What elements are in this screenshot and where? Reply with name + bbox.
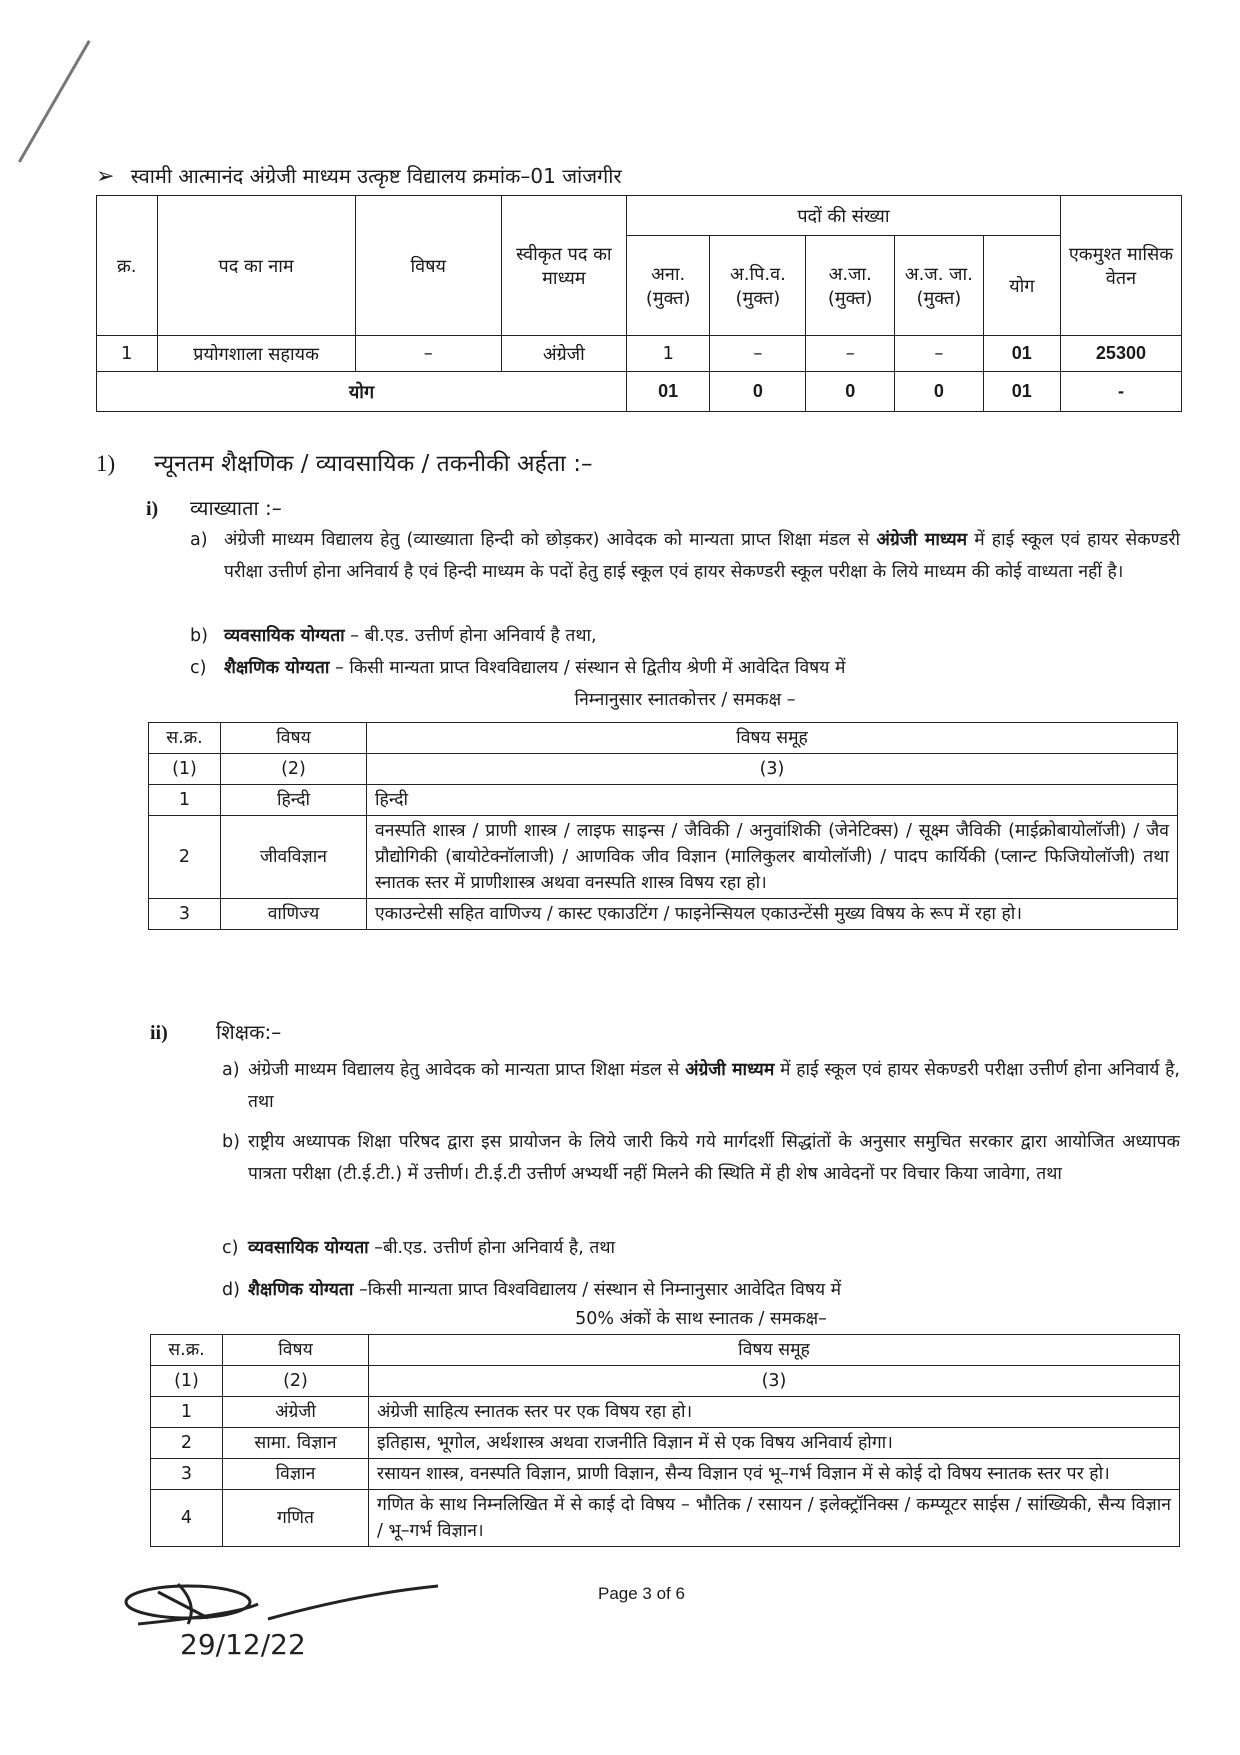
row-post-name: प्रयोगशाला सहायक <box>157 336 355 372</box>
item-centered-text: 50% अंकों के साथ स्नातक / समकक्ष– <box>575 1309 827 1329</box>
total-salary: - <box>1060 372 1181 412</box>
row-total: 01 <box>983 336 1060 372</box>
item-label: b) <box>190 626 208 646</box>
item-label: d) <box>222 1280 240 1300</box>
header-subject-group: विषय समूह <box>369 1335 1180 1366</box>
row-subject: गणित <box>223 1490 369 1547</box>
header-total: योग <box>983 236 1060 336</box>
item-label: c) <box>222 1238 239 1258</box>
item-bold-text: शैक्षणिक योग्यता <box>224 658 330 678</box>
header-post-count: पदों की संख्या <box>626 196 1060 236</box>
item-centered-text: निम्नानुसार स्नातकोत्तर / समकक्ष – <box>574 690 796 710</box>
section-title-text: न्यूनतम शैक्षणिक / व्यावसायिक / तकनीकी अर्हता :– <box>154 451 593 477</box>
header-st: अ.ज. जा. (मुक्त) <box>895 236 984 336</box>
table-row <box>149 899 1178 930</box>
item-bold-text: अंग्रेजी माध्यम <box>685 1060 775 1080</box>
item-text: – बी.एड. उत्तीर्ण होना अनिवार्य है तथा, <box>344 626 597 646</box>
row-sc: – <box>806 336 895 372</box>
col-number: (1) <box>151 1366 223 1397</box>
table-row <box>149 785 1178 816</box>
row-group: वनस्पति शास्त्र / प्राणी शास्त्र / लाइफ साइन्स / जैविकी / अनुवांशिकी (जेनेटिक्स) / सूक्ष्म जैविकी (माईक्रोबायोलॉजी) / जैव प्रौद्योगिकी (बायोटेक्नॉलाजी) / आणविक जीव विज्ञान (मालिकुलर बायोलॉजी) / पादप कार्यिकी (प्लान्ट फिजियोलॉजी) तथा स्नातक स्तर में प्राणीशास्त्र अथवा वनस्पति शास्त्र विषय रहा हो। <box>367 816 1178 899</box>
header-subject: विषय <box>223 1335 369 1366</box>
subsection-number: i) <box>146 498 159 520</box>
col-number: (2) <box>221 754 367 785</box>
header-subject: विषय <box>355 196 501 336</box>
table-row <box>151 1490 1180 1547</box>
row-subject: – <box>355 336 501 372</box>
header-sn: स.क्र. <box>151 1335 223 1366</box>
teacher-item-b <box>222 1126 1180 1190</box>
school-heading <box>96 162 622 189</box>
lecturer-item-b <box>190 620 1180 652</box>
header-salary: एकमुश्त मासिक वेतन <box>1060 196 1181 336</box>
row-group: रसायन शास्त्र, वनस्पति विज्ञान, प्राणी विज्ञान, सैन्य विज्ञान एवं भू–गर्भ विज्ञान में से कोई दो विषय स्नातक स्तर पर हो। <box>369 1459 1180 1490</box>
header-serial: क्र. <box>97 196 158 336</box>
table-row <box>151 1397 1180 1428</box>
row-group: हिन्दी <box>367 785 1178 816</box>
lecturer-subject-table <box>148 722 1178 930</box>
lecturer-item-c <box>190 652 1180 716</box>
post-vacancy-table <box>96 195 1182 412</box>
arrow-bullet-icon: ➢ <box>96 164 115 189</box>
page-number: Page 3 of 6 <box>598 1584 685 1603</box>
row-sn: 4 <box>151 1490 223 1547</box>
total-st: 0 <box>895 372 984 412</box>
total-obc: 0 <box>710 372 806 412</box>
col-number: (3) <box>367 754 1178 785</box>
table-row <box>149 816 1178 899</box>
header-obc: अ.पि.व. (मुक्त) <box>710 236 806 336</box>
header-subject: विषय <box>221 723 367 754</box>
teacher-subject-table <box>150 1334 1180 1547</box>
total-label: योग <box>97 372 627 412</box>
item-text-cont: में हाई स्कूल एवं हायर सेकण्डरी परीक्षा उत्तीर्ण होना अनिवार्य है, तथा <box>248 1060 1180 1112</box>
teacher-item-d <box>222 1274 1180 1332</box>
row-sn: 2 <box>151 1428 223 1459</box>
row-subject: अंग्रेजी <box>223 1397 369 1428</box>
lecturer-title <box>146 494 282 521</box>
teacher-title <box>150 1018 281 1045</box>
header-unreserved: अना. (मुक्त) <box>626 236 709 336</box>
row-sn: 3 <box>151 1459 223 1490</box>
row-subject: हिन्दी <box>221 785 367 816</box>
row-subject: सामा. विज्ञान <box>223 1428 369 1459</box>
row-sn: 1 <box>151 1397 223 1428</box>
row-subject: वाणिज्य <box>221 899 367 930</box>
lecturer-item-a <box>190 524 1180 588</box>
col-number: (2) <box>223 1366 369 1397</box>
item-label: a) <box>190 530 208 550</box>
header-medium: स्वीकृत पद का माध्यम <box>501 196 626 336</box>
item-text: राष्ट्रीय अध्यापक शिक्षा परिषद द्वारा इस प्रायोजन के लिये जारी किये गये मार्गदर्शी सिद्धांतों के अनुसार समुचित सरकार द्वारा आयोजित अध्यापक पात्रता परीक्षा (टी.ई.टी.) में उत्तीर्ण। टी.ई.टी उत्तीर्ण अभ्यर्थी नहीं मिलने की स्थिति में ही शेष आवेदनों पर विचार किया जावेगा, तथा <box>248 1132 1180 1184</box>
teacher-item-c <box>222 1232 1180 1264</box>
row-obc: – <box>710 336 806 372</box>
row-sn: 1 <box>149 785 221 816</box>
row-serial: 1 <box>97 336 158 372</box>
row-sn: 3 <box>149 899 221 930</box>
item-text: – किसी मान्यता प्राप्त विश्वविद्यालय / संस्थान से द्वितीय श्रेणी में आवेदित विषय में <box>329 658 846 678</box>
subsection-number: ii) <box>150 1022 168 1044</box>
row-subject: विज्ञान <box>223 1459 369 1490</box>
signature-icon <box>118 1574 458 1664</box>
header-subject-group: विषय समूह <box>367 723 1178 754</box>
item-bold-text: व्यवसायिक योग्यता <box>248 1238 369 1258</box>
row-st: – <box>895 336 984 372</box>
section-1-title <box>96 446 592 478</box>
row-salary: 25300 <box>1060 336 1181 372</box>
row-group: अंग्रेजी साहित्य स्नातक स्तर पर एक विषय रहा हो। <box>369 1397 1180 1428</box>
total-total: 01 <box>983 372 1060 412</box>
item-text: –किसी मान्यता प्राप्त विश्वविद्यालय / संस्थान से निम्नानुसार आवेदित विषय में <box>353 1280 842 1300</box>
item-label: c) <box>190 658 207 678</box>
signature-date: 29/12/22 <box>180 1628 306 1661</box>
header-post-name: पद का नाम <box>157 196 355 336</box>
item-text: अंग्रेजी माध्यम विद्यालय हेतु (व्याख्याता हिन्दी को छोड़कर) आवेदक को मान्यता प्राप्त शिक्षा मंडल से <box>224 530 877 550</box>
header-sc: अ.जा. (मुक्त) <box>806 236 895 336</box>
subsection-title-text: व्याख्याता :– <box>190 496 282 520</box>
item-bold-text: शैक्षणिक योग्यता <box>248 1280 354 1300</box>
row-medium: अंग्रेजी <box>501 336 626 372</box>
margin-pen-stroke <box>18 40 91 163</box>
row-subject: जीवविज्ञान <box>221 816 367 899</box>
subsection-title-text: शिक्षक:– <box>216 1020 282 1044</box>
col-number: (1) <box>149 754 221 785</box>
table-row <box>97 336 1182 372</box>
row-sn: 2 <box>149 816 221 899</box>
row-group: एकाउन्टेसी सहित वाणिज्य / कास्ट एकाउटिंग / फाइनेन्सियल एकाउन्टेंसी मुख्य विषय के रूप में रहा हो। <box>367 899 1178 930</box>
header-sn: स.क्र. <box>149 723 221 754</box>
total-sc: 0 <box>806 372 895 412</box>
item-label: b) <box>222 1132 240 1152</box>
row-group: गणित के साथ निम्नलिखित में से काई दो विषय – भौतिक / रसायन / इलेक्ट्रॉनिक्स / कम्प्यूटर साईस / सांख्यिकी, सैन्य विज्ञान / भू–गर्भ विज्ञान। <box>369 1490 1180 1547</box>
table-row <box>151 1428 1180 1459</box>
section-number: 1) <box>96 451 116 476</box>
item-label: a) <box>222 1060 240 1080</box>
row-group: इतिहास, भूगोल, अर्थशास्त्र अथवा राजनीति विज्ञान में से एक विषय अनिवार्य होगा। <box>369 1428 1180 1459</box>
table-row <box>151 1459 1180 1490</box>
teacher-item-a <box>222 1054 1180 1118</box>
school-name: स्वामी आत्मानंद अंग्रेजी माध्यम उत्कृष्ट विद्यालय क्रमांक–01 जांजगीर <box>130 164 622 188</box>
item-bold-text: व्यवसायिक योग्यता <box>224 626 345 646</box>
item-bold-text: अंग्रेजी माध्यम <box>876 530 968 550</box>
item-text: –बी.एड. उत्तीर्ण होना अनिवार्य है, तथा <box>368 1238 616 1258</box>
total-unreserved: 01 <box>626 372 709 412</box>
total-row <box>97 372 1182 412</box>
row-unreserved: 1 <box>626 336 709 372</box>
item-text: अंग्रेजी माध्यम विद्यालय हेतु आवेदक को मान्यता प्राप्त शिक्षा मंडल से <box>248 1060 686 1080</box>
col-number: (3) <box>369 1366 1180 1397</box>
item-text-cont: में हाई स्कूल एवं हायर सेकण्डरी परीक्षा उत्तीर्ण होना अनिवार्य है एवं हिन्दी माध्यम के पदों हेतु हाई स्कूल एवं हायर सेकण्डरी स्कूल परीक्षा के लिये माध्यम की कोई वाध्यता नहीं है। <box>224 530 1181 582</box>
